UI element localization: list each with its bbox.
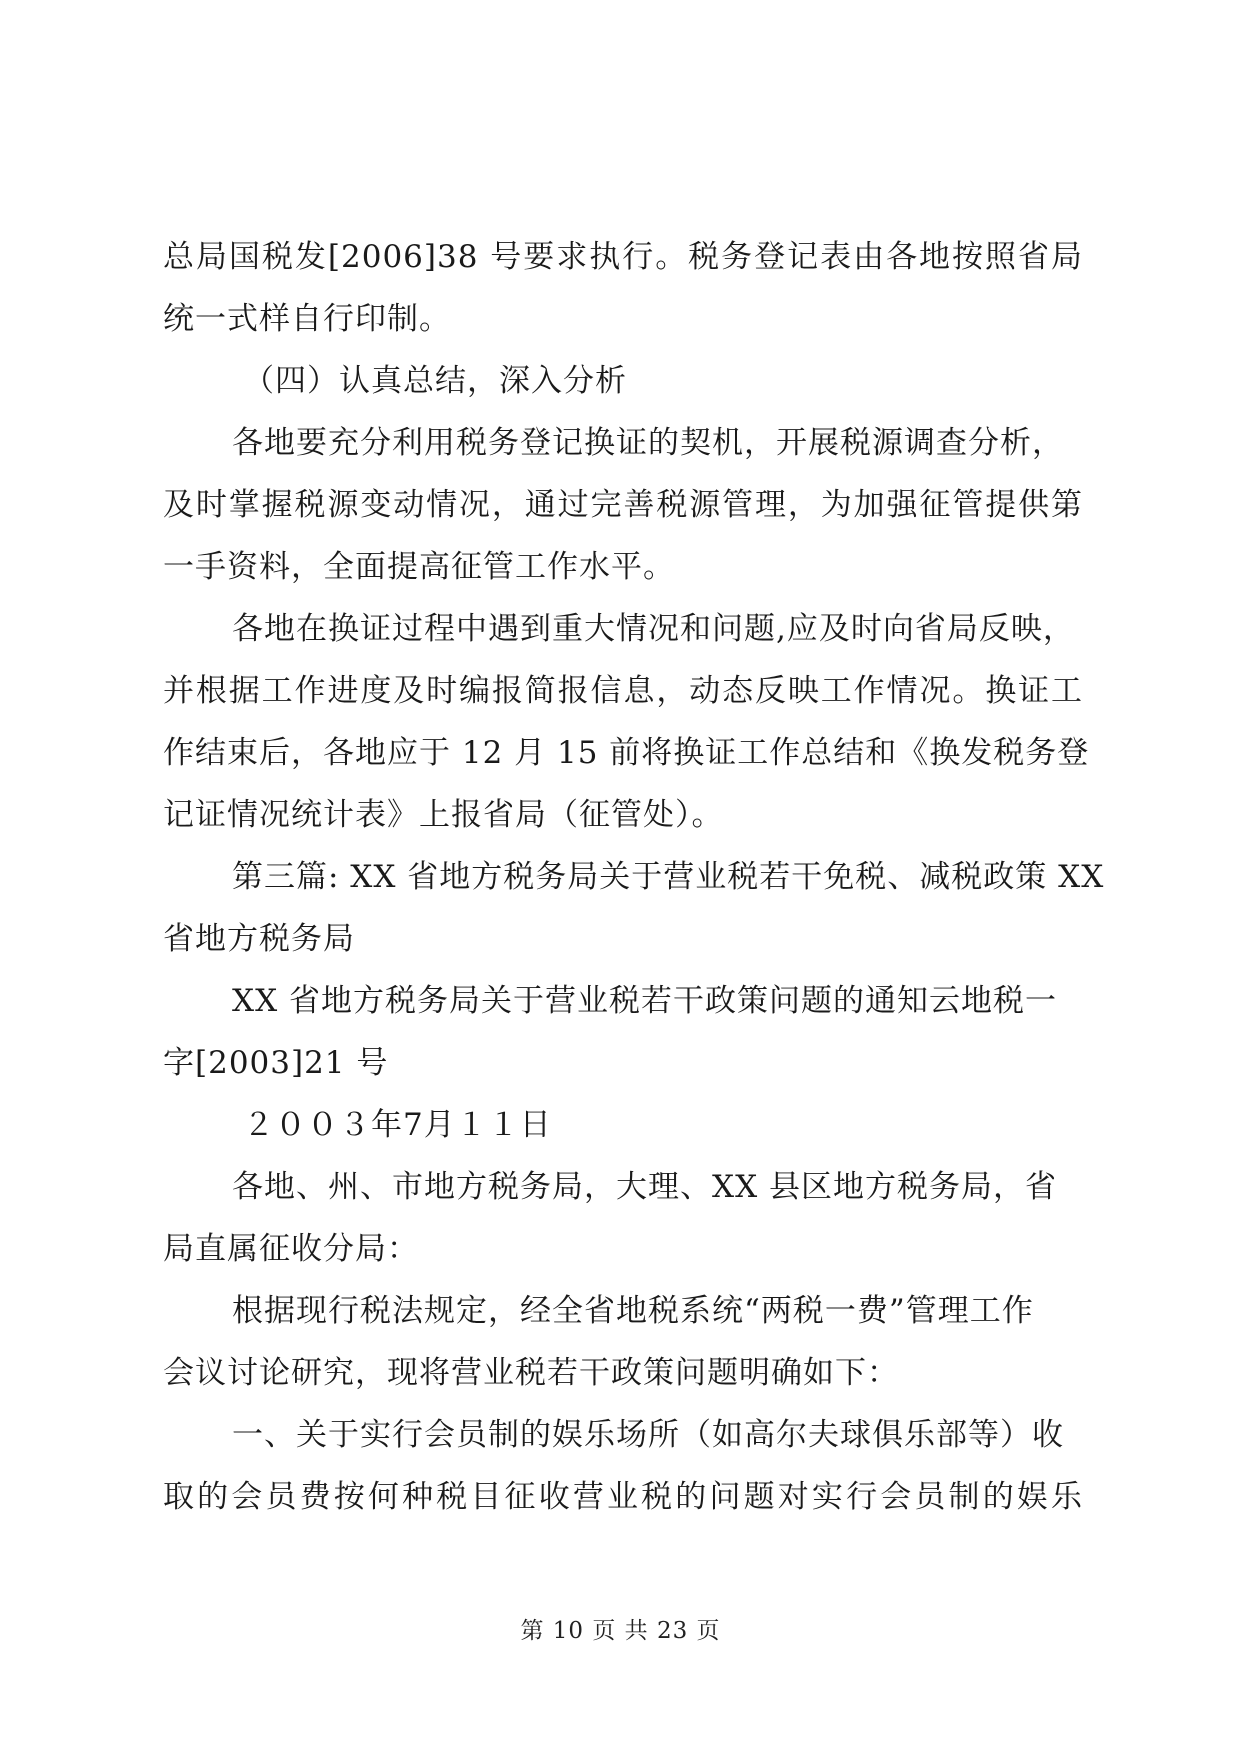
text-line: 总局国税发[2006]38 号要求执行。税务登记表由各地按照省局 [163,239,1083,275]
text-line: 及时掌握税源变动情况，通过完善税源管理，为加强征管提供第 [163,487,1083,523]
text-line: 记证情况统计表》上报省局（征管处）。 [163,797,724,833]
text-line: 统一式样自行印制。 [163,301,451,337]
recipients: 各地、州、市地方税务局，大理、XX 县区地方税务局，省 [232,1169,1057,1205]
notice-number: 字[2003]21 号 [163,1045,389,1081]
text-line: 并根据工作进度及时编报简报信息，动态反映工作情况。换证工 [163,673,1083,709]
text-line: 根据现行税法规定，经全省地税系统“两税一费”管理工作 [232,1293,1034,1329]
notice-date: ２００３年7月１１日 [243,1107,552,1143]
notice-title: XX 省地方税务局关于营业税若干政策问题的通知云地税一 [232,983,1057,1019]
document-body [163,226,1105,1528]
text-line: 各地要充分利用税务登记换证的契机，开展税源调查分析， [232,425,1064,461]
text-line: 一手资料，全面提高征管工作水平。 [163,549,675,585]
chapter-title: 第三篇: XX 省地方税务局关于营业税若干免税、减税政策 XX [232,859,1105,895]
text-line: 一、关于实行会员制的娱乐场所（如高尔夫球俱乐部等）收 [232,1417,1064,1453]
page-number-footer: 第 10 页 共 23 页 [520,1618,721,1644]
text-line: 取的会员费按何种税目征收营业税的问题对实行会员制的娱乐 [163,1479,1083,1515]
text-line: 会议讨论研究，现将营业税若干政策问题明确如下： [163,1355,899,1391]
text-line: 作结束后，各地应于 12 月 15 前将换证工作总结和《换发税务登 [163,735,1090,771]
section-heading: （四）认真总结，深入分析 [243,363,627,399]
text-line: 各地在换证过程中遇到重大情况和问题,应及时向省局反映， [232,611,1075,647]
chapter-title-cont: 省地方税务局 [163,921,355,957]
recipients-cont: 局直属征收分局： [163,1231,419,1267]
